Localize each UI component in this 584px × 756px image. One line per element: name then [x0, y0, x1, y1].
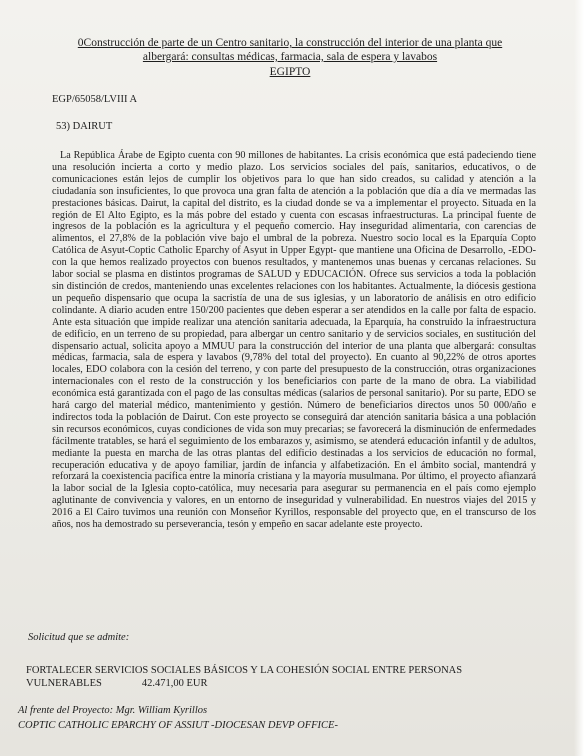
funding-category-line2: VULNERABLES: [26, 678, 102, 689]
funding-line: [26, 664, 526, 690]
project-number: 53) DAIRUT: [56, 121, 113, 132]
solicitud-label: Solicitud que se admite:: [28, 632, 130, 643]
document-header: [40, 36, 540, 79]
title-line-1: 0Construcción de parte de un Centro sanitario, la construcción del interior de una planta que: [77, 37, 503, 49]
funding-category-line1: FORTALECER SERVICIOS SOCIALES BÁSICOS Y LA COHESIÓN SOCIAL ENTRE PERSONAS: [26, 665, 463, 676]
country-heading: EGIPTO: [269, 66, 311, 78]
project-lead: Al frente del Proyecto: Mgr. William Kyrillos: [18, 705, 208, 716]
reference-code: EGP/65058/LVIII A: [52, 94, 138, 105]
responsible-office: COPTIC CATHOLIC EPARCHY OF ASSIUT -DIOCESAN DEVP OFFICE-: [18, 720, 338, 731]
funding-amount: 42.471,00 EUR: [141, 678, 208, 689]
title-line-2: albergará: consultas médicas, farmacia, sala de espera y lavabos: [142, 51, 438, 63]
page-edge-glare: [574, 0, 584, 756]
project-description: La República Árabe de Egipto cuenta con 90 millones de habitantes. La crisis económica que está padeciendo tiene una resolución incierta a corto y medio plazo. Los servicios sociales del país, sanitarios, educativos, o de comunicaciones están lejos de cumplir los objetivos para lo que han sido creados, su calidad y atención a la ciudadanía son insuficientes, lo que provoca una gran falta de atención a la población que día a día ve mermadas las prestaciones básicas. Dairut, la capital del distrito, es la ciudad donde se va a implementar el proyecto. Situada en la región de El Alto Egipto, es la más pobre del estado y cuenta con escasas infraestructuras. La principal fuente de ingresos de la población es la agricultura y el pequeño comercio. Hay inseguridad alimentaria, con carencias de alimentos, el 27,8% de la población vive bajo el umbral de la pobreza. Nuestro socio local es la Eparquía Copto Católica de Asyut-Coptic Catholic Eparchy of Asyut in Upper Egypt- que mantiene una Oficina de Desarrollo, -EDO- con la que hemos realizado proyectos con buenos resultados, y mantenemos unas buenas y cercanas relaciones. Su labor social se plasma en distintos programas de SALUD y EDUCACIÓN. Ofrece sus servicios a toda la población sin distinción de credos, manteniendo unas excelentes relaciones con los habitantes. Actualmente, la diócesis gestiona un pequeño dispensario que ocupa la sacristía de una de sus iglesias, y un laboratorio de análisis en otro edificio colindante. A diario acuden entre 150/200 pacientes que deben esperar a ser atendidos en la calle por falta de espacio. Ante esta situación que impide realizar una atención sanitaria adecuada, la Eparquía, ha construido la infraestructura de edificio, en un terreno de su propiedad, para albergar un centro sanitario y de servicios sociales, en sustitución del dispensario actual, solicita apoyo a MMUU para la construcción del interior de una planta que albergará: consultas médicas, farmacia, sala de espera y lavabos (9,78% del total del proyecto). En cuanto al 90,22% de otros aportes locales, EDO colabora con la cesión del terreno, y con parte del presupuesto de la construcción, otras organizaciones internacionales con el resto de la construcción y los beneficiarios con parte de la mano de obra. La viabilidad económica está garantizada con el pago de las consultas médicas (salarios de personal sanitario). Por su parte, EDO se hará cargo del material médico, mantenimiento y gestión. Número de beneficiarios directos unos 50 000/año e indirectos toda la población de Dairut. Con este proyecto se conseguirá dar atención sanitaria básica a una población sin recursos económicos, cuyas condiciones de vida son muy precarias; se favorecerá la disminución de enfermedades fácilmente tratables, se hará el seguimiento de los embarazos y, asimismo, se atenderá educación infantil y de adultos, mediante la puesta en marcha de las otras plantas del edificio destinadas a los servicios de educación no formal, recuperación educativa y de apoyo familiar, jardín de infancia y alfabetización. En el ámbito social, mantendrá y reforzará la coexistencia pacífica entre la minoría cristiana y la mayoría musulmana. Por último, el proyecto afianzará la labor social de la Iglesia copto-católica, muy necesaria para asegurar su permanencia en el país como ejemplo aglutinante de convivencia y valores, en un entorno de inseguridad y vulnerabilidad. En nuestros viajes del 2015 y 2016 a El Cairo tuvimos una reunión con Monseñor Kyrillos, responsable del proyecto que, en el transcurso de los años, nos ha demostrado su perseverancia, tesón y empeño en sacar adelante este proyecto.: [52, 150, 536, 531]
